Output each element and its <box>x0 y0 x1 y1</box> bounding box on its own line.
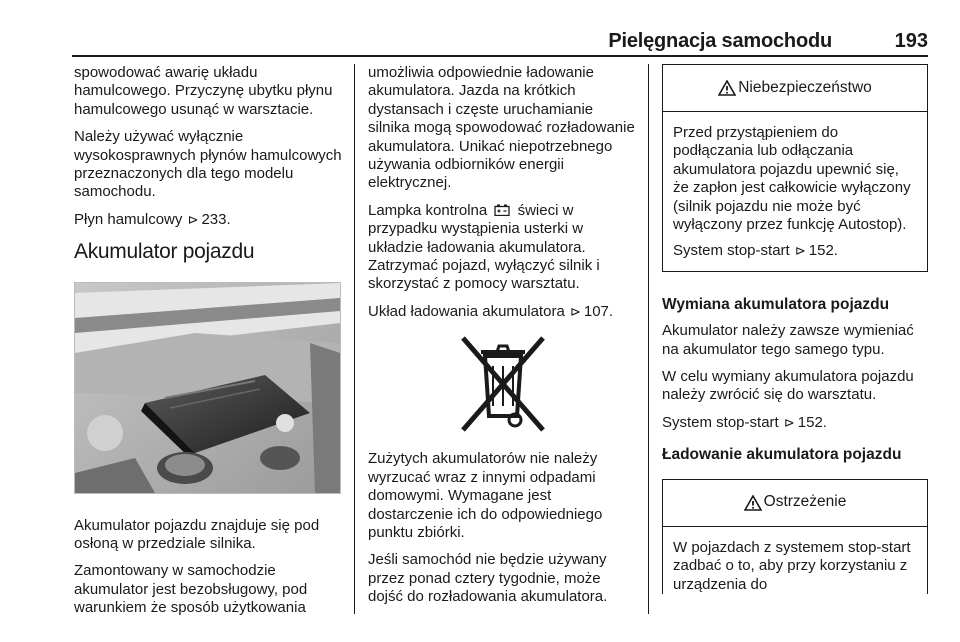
warning-triangle-icon <box>744 495 762 511</box>
subsection-heading: Wymiana akumulatora pojazdu <box>662 295 890 313</box>
reference-label: Układ ładowania akumulatora <box>368 302 565 320</box>
paragraph: Zużytych akumulatorów nie należy wyrzucać wraz z innymi odpadami domowymi. Wymagane jest dostarczenie ich do odpowiedniego punktu zbiórki. <box>368 450 603 541</box>
column-3 <box>662 64 928 602</box>
column-divider <box>648 64 649 614</box>
subsection-heading: Ładowanie akumulatora pojazdu <box>662 446 902 464</box>
danger-title: Niebezpieczeństwo <box>738 78 872 96</box>
paragraph: Przed przystąpieniem do podłączania lub odłączania akumulatora pojazdu upewnić się, że zapłon jest całkowicie wyłączony (silnik pojazdu nie może być wyłączony przez funkcję Autostop). <box>673 124 911 234</box>
danger-body <box>663 112 927 261</box>
page-number: 193 <box>894 30 928 52</box>
warning-title: Ostrzeżenie <box>763 493 847 511</box>
warning-box <box>662 479 928 594</box>
column-1 <box>74 64 344 627</box>
ref-arrow-icon: ⊳ <box>569 303 581 319</box>
cross-reference[interactable] <box>74 211 344 229</box>
paragraph: Akumulator należy zawsze wymieniać na akumulator tego samego typu. <box>662 322 914 358</box>
paragraph-text: Lampka kontrolna <box>368 201 488 219</box>
engine-bay-photo <box>74 282 341 494</box>
paragraph-text: świeci w przypadku wystąpienia usterki w układzie ładowania akumulatora. Zatrzymać pojazd, wyłączyć silnik i skorzystać z pomocy warsztatu. <box>368 201 600 293</box>
paragraph: Jeśli samochód nie będzie używany przez ponad cztery tygodnie, może dojść do rozładowania akumulatora. <box>368 551 608 606</box>
paragraph: W pojazdach z systemem stop-start zadbać o to, aby przy korzystaniu z urządzenia do <box>673 538 911 593</box>
column-divider <box>354 64 355 614</box>
ref-arrow-icon: ⊳ <box>794 243 806 259</box>
danger-box <box>662 64 928 272</box>
reference-label: Płyn hamulcowy <box>74 210 183 228</box>
ref-arrow-icon: ⊳ <box>783 414 795 430</box>
paragraph: Zamontowany w samochodzie akumulator jest bezobsługowy, pod warunkiem że sposób użytkowania <box>74 562 308 617</box>
warning-body <box>663 527 927 594</box>
column-2 <box>368 64 638 616</box>
paragraph: spowodować awarię układu hamulcowego. Przyczynę ubytku płynu hamulcowego usunąć w warsztacie. <box>74 64 333 118</box>
reference-label: System stop-start <box>662 413 779 431</box>
reference-page: 152. <box>808 242 838 260</box>
section-heading: Akumulator pojazdu <box>74 240 255 264</box>
paragraph: Akumulator pojazdu znajduje się pod osłoną w przedziale silnika. <box>74 516 320 553</box>
paragraph: Należy używać wyłącznie wysokosprawnych płynów hamulcowych przeznaczonych dla tego modelu samochodu. <box>74 128 342 201</box>
danger-header <box>663 65 927 112</box>
reference-page: 152. <box>797 413 827 431</box>
page-title: Pielęgnacja samochodu <box>608 30 832 52</box>
header-rule <box>72 55 928 57</box>
paragraph: W celu wymiany akumulatora pojazdu należy zwrócić się do warsztatu. <box>662 368 914 404</box>
crossed-bin-icon <box>368 330 638 440</box>
paragraph <box>368 202 638 294</box>
battery-lamp-icon <box>494 204 510 216</box>
reference-label: System stop-start <box>673 242 790 260</box>
cross-reference[interactable] <box>673 242 917 260</box>
ref-arrow-icon: ⊳ <box>187 211 199 227</box>
cross-reference[interactable] <box>368 303 638 321</box>
reference-page: 233. <box>201 210 231 228</box>
cross-reference[interactable] <box>662 414 928 432</box>
warning-triangle-icon <box>718 80 736 96</box>
paragraph: umożliwia odpowiednie ładowanie akumulatora. Jazda na krótkich dystansach i częste uruchamianie silnika mogą spowodować rozładowanie akumulatora. Unikać niepotrzebnego używania odbiorników energii elektrycznej. <box>368 64 635 192</box>
warning-header <box>663 480 927 527</box>
reference-page: 107. <box>583 302 614 320</box>
